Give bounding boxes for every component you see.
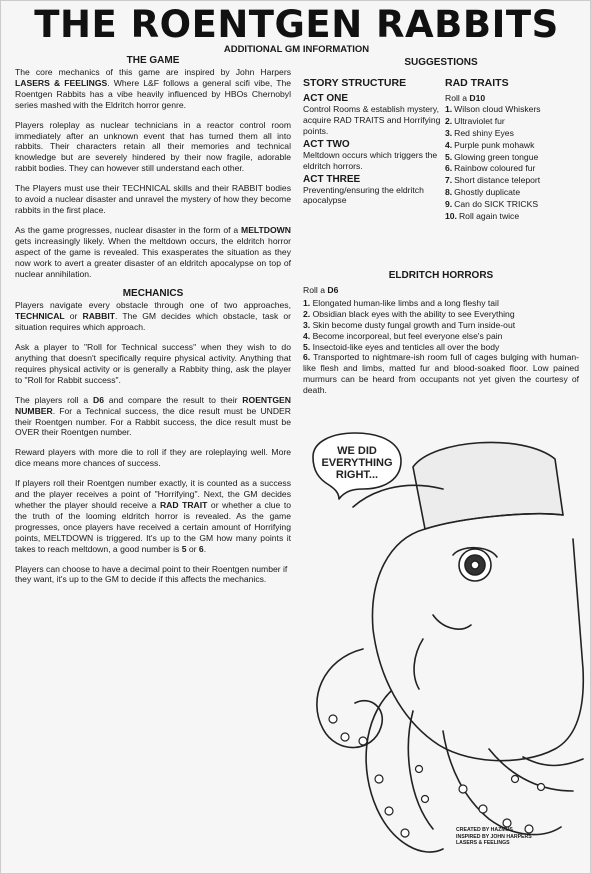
item-text: Glowing green tongue [454,151,539,162]
section-heading-eldritch-horrors: ELDRITCH HORRORS [388,270,494,281]
act-text: Meltdown occurs which triggers the eldritch horrors. [303,149,438,171]
text: The players roll a [15,394,93,405]
game-paragraph-1 [15,67,291,111]
item-text: Skin become dusty fungal growth and Turn inside-out [312,319,516,330]
rad-traits-heading: RAD TRAITS [445,77,509,89]
list-item [445,199,583,211]
item-text: Ultraviolet fur [454,115,505,126]
list-item [445,116,583,128]
speech-bubble-line-1: WE DID [337,445,377,457]
text: Roll a [303,285,328,295]
item-number: 6. [445,163,453,174]
keyword: TECHNICAL [15,311,65,322]
act-name: ACT THREE [303,173,361,185]
text: or [64,311,83,322]
item-number: 3. [303,319,311,330]
page-subtitle: ADDITIONAL GM INFORMATION [223,44,370,55]
text: . [203,543,207,554]
keyword: 5 [181,543,187,554]
text: . Where L&F follows a general scifi vibe, The Roentgen Rabbits has a vibe heavily influenced by HBOs Chernobyl series mashed with the Eldritch horror genre. [15,77,292,110]
item-text: Obsidian black eyes with the ability to see Everything [312,308,515,319]
list-item [445,152,583,164]
game-paragraph-2: Players roleplay as nuclear technicians in a reactor control room immediately after an unknown event that has turned them all into rabbits. Their characters retain all their memories and technical knowledge but are severely hindered by their now fragile, adorable rabbit bodies. They can however still understand each other. [15,119,291,174]
item-text: Become incorporeal, but feel everyone else's pain [312,330,503,341]
eldritch-horrors [303,285,579,396]
item-text: Red shiny Eyes [454,127,514,138]
item-text: Rainbow coloured fur [454,163,536,174]
credits [456,827,566,847]
item-number: 1. [303,297,311,308]
rad-traits [445,77,583,223]
list-item [445,163,583,175]
list-item [303,331,579,342]
item-text: Wilson cloud Whiskers [454,103,541,114]
mechanics-paragraph-4: Reward players with more die to roll if they are roleplaying well. More dice means more chances of success. [15,447,291,469]
speech-bubble-line-2: EVERYTHING [321,457,393,469]
item-number: 1. [445,103,453,114]
text: or whether a clue to the truth of the looming eldritch horror is revealed. As the game progresses, once players have received a certain amount of Horrifying points, MELTDOWN is triggered. It's up to the GM how many points it takes to reach meltdown, a good number is [15,500,291,554]
die-label: D6 [327,285,339,295]
horrors-list [303,298,579,396]
item-text: Purple punk mohawk [454,139,535,150]
item-text: Can do SICK TRICKS [454,199,539,210]
item-number: 8. [445,187,453,198]
item-text: Transported to nightmare-ish room full of cages bulging with human-like flesh and limbs, matted fur and blood-soaked floor. Low pained murmurs can be heard from occupants not yet given the courtesy of death. [303,352,579,396]
section-heading-mechanics: MECHANICS [122,288,184,300]
text: Roll a [445,93,470,103]
mechanics-paragraph-3 [15,395,291,439]
section-heading-suggestions: SUGGESTIONS [404,57,478,68]
act-text: Control Rooms & establish mystery, acquire RAD TRAITS and Horrifying points. [303,104,441,136]
list-item [445,187,583,199]
text: or [186,543,199,554]
game-paragraph-4 [15,225,291,280]
keyword: RABBIT [82,311,115,322]
list-item [445,104,583,116]
text: The core mechanics of this game are inspired by John Harpers [15,67,291,77]
rad-traits-roll [445,93,583,104]
keyword: LASERS & FEELINGS [15,77,108,88]
rabbit-octopus-illustration [293,419,591,874]
rad-traits-list [445,104,583,223]
story-structure [303,77,441,208]
mechanics-paragraph-5 [15,478,291,554]
item-number: 6. [303,352,311,363]
credit-line: CREATED BY HAZMUS [456,827,513,833]
section-heading-game: THE GAME [126,55,180,66]
item-number: 9. [445,199,453,210]
item-number: 10. [445,211,457,222]
credit-line: LASERS & FEELINGS [456,840,510,846]
item-text: Insectoid-like eyes and tenticles all over the body [312,341,500,352]
keyword: RAD TRAIT [159,500,208,510]
left-column [15,55,291,594]
keyword: ROENTGEN NUMBER [15,394,291,416]
page-title: THE ROENTGEN RABBITS [34,3,559,46]
act-name: ACT TWO [303,138,350,150]
item-number: 5. [303,341,311,352]
list-item [303,320,579,331]
mechanics-paragraph-6: Players can choose to have a decimal point to their Roentgen number if they want, it's up to the GM to decide if this affects the mechanics. [15,563,288,585]
item-number: 3. [445,127,453,138]
item-number: 2. [303,308,311,319]
item-number: 4. [445,139,453,150]
text: . For a Technical success, the dice result must be UNDER their Roentgen number. For a Rabbit success, the dice result must be OVER their Roentgen number. [15,405,291,438]
keyword: 6 [198,543,204,554]
act-name: ACT ONE [303,93,348,104]
text: and compare the result to their [104,394,243,405]
text: gets increasingly likely. When the meltdown occurs, the eldritch horror aspect of the game is revealed. This exasperates the situation as they now work to avert a greater disaster of an eldritch apocalypse on top of nuclear annihilation. [15,235,291,279]
die-label: D10 [469,93,486,103]
list-item [445,211,583,223]
credit-line: INSPIRED BY JOHN HARPERS [456,833,532,840]
list-item [303,342,579,353]
speech-bubble-line-3: RIGHT... [335,469,379,481]
item-number: 2. [445,115,453,126]
text: Players navigate every obstacle through one of two approaches, [15,300,291,311]
list-item [445,140,583,152]
list-item [445,128,583,140]
mechanics-paragraph-2: Ask a player to "Roll for Technical success" when they wish to do anything that doesn't specifically require physical activity. Anything that requires physical activity or is generally a Rabbity thing, ask the player to "Roll for Rabbit success". [15,342,291,385]
text: If players roll their Roentgen number exactly, it is counted as a success and the player receives a point of "Horrifying". Next, the GM decides whether the player should receive a [15,478,291,510]
text: As the game progresses, nuclear disaster in the form of a [15,224,242,235]
game-paragraph-3: The Players must use their TECHNICAL skills and their RABBIT bodies to avoid a nuclear disaster and unravel the mystery of how they become rabbits in the first place. [15,183,291,215]
item-number: 4. [303,330,311,341]
horrors-roll [303,285,579,296]
item-text: Short distance teleport [454,175,541,186]
item-text: Elongated human-like limbs and a long fleshy tail [312,297,499,308]
list-item [445,175,583,187]
list-item [303,298,579,309]
item-number: 7. [445,175,453,186]
keyword: D6 [93,394,104,405]
mechanics-paragraph-1 [15,300,291,333]
item-text: Roll again twice [458,211,520,222]
keyword: MELTDOWN [241,224,291,235]
story-structure-heading: STORY STRUCTURE [303,77,407,89]
item-text: Ghostly duplicate [454,187,521,198]
item-number: 5. [445,151,453,162]
text: . The GM decides which obstacle, task or situation requires which approach. [15,311,291,333]
list-item [303,352,579,396]
act-text: Preventing/ensuring the eldritch apocalypse [303,184,424,206]
list-item [303,309,579,320]
